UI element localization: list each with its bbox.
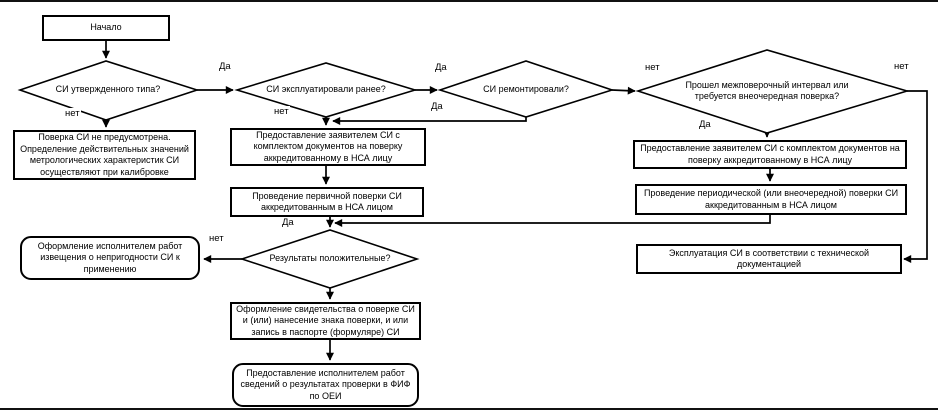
node-unfit-notice: Оформление исполнителем работ извещения о непригодности СИ к применению [20,236,200,280]
node-operation: Эксплуатация СИ в соответствии с технической документацией [636,244,902,274]
decision-used-before-label: СИ эксплуатировали ранее? [266,84,386,95]
edge-label-used-no: нет [274,106,289,117]
node-primary-verification: Проведение первичной поверки СИ аккредитованным в НСА лицом [230,187,424,217]
edge-label-interval-no: нет [894,61,909,72]
node-fif-report: Предоставление исполнителем работ сведений о результатах проверки в ФИФ по ОЕИ [232,363,419,407]
decision-approved-type-label: СИ утвержденного типа? [55,84,161,95]
decision-results-positive-label: Результаты положительные? [269,253,391,264]
edge-repaired-no-to-interval [612,90,635,91]
edge-label-used-yes: Да [435,62,447,73]
node-no-verification: Поверка СИ не предусмотрена. Определение действительных значений метрологических характеристик СИ осуществляют при калибровке [13,130,196,180]
node-periodic-verification: Проведение периодической (или внеочередной) поверки СИ аккредитованным в НСА лицом [635,184,907,215]
node-certificate: Оформление свидетельства о поверке СИ и (или) нанесение знака поверки, и или запись в паспорте (формуляре) СИ [230,302,421,340]
edge-label-results-yes: Да [282,217,294,228]
edge-label-repaired-no: нет [645,62,660,73]
node-start: Начало [42,15,170,41]
edge-repaired-yes-return [333,117,526,121]
edge-label-approved-no: нет [65,108,80,119]
edge-label-results-no: нет [209,233,224,244]
edge-label-interval-yes: Да [699,119,711,130]
decision-interval-passed-label: Прошел межповерочный интервал или требуется внеочередная поверка? [685,79,849,101]
node-submit-primary: Предоставление заявителем СИ с комплектом документов на поверку аккредитованному в НСА лицу [230,128,426,166]
edge-label-approved-yes: Да [219,61,231,72]
node-submit-periodic: Предоставление заявителем СИ с комплектом документов на поверку аккредитованному в НСА лицу [633,140,907,169]
decision-repaired-label: СИ ремонтировали? [483,84,569,95]
edge-interval-no-to-operation [904,91,927,259]
edge-label-repaired-yes: Да [431,101,443,112]
